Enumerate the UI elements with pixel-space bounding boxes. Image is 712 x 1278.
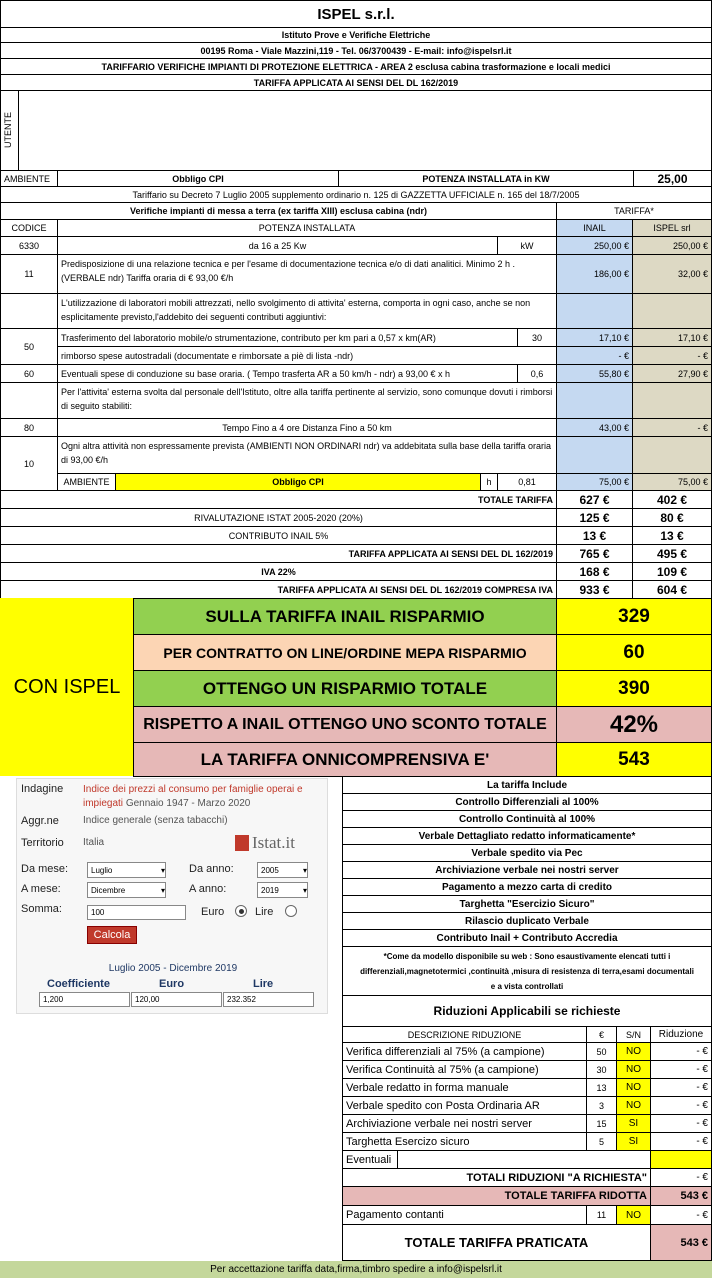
coeff-label: Coefficiente — [47, 978, 110, 990]
chevron-down-icon: ▾ — [302, 885, 307, 895]
somma-label: Somma: — [21, 903, 62, 915]
note1-inail-cell — [556, 293, 633, 329]
totale-praticata-value: 543 € — [650, 1224, 712, 1261]
inail-10: 75,00 € — [556, 473, 633, 491]
code-50: 50 — [0, 328, 58, 365]
total-label-0: TOTALE TARIFFA — [0, 490, 557, 509]
inail-50a: 17,10 € — [556, 328, 633, 347]
reduction-sn-2[interactable]: NO — [616, 1078, 651, 1097]
code-60: 60 — [0, 364, 58, 383]
total-label-2: CONTRIBUTO INAIL 5% — [0, 526, 557, 545]
reduction-desc-1: Verifica Continuità al 75% (a campione) — [342, 1060, 587, 1079]
indagine-label: Indagine — [21, 783, 64, 795]
reduction-rid-5: - € — [650, 1132, 712, 1151]
utente-field[interactable] — [18, 90, 712, 171]
note1-code-cell — [0, 293, 58, 329]
ispel-6330: 250,00 € — [632, 236, 712, 255]
reduction-eur-2: 13 — [586, 1078, 617, 1097]
desc-80: Tempo Fino a 4 ore Distanza Fino a 50 km — [57, 418, 557, 437]
desc-50b: rimborso spese autostradali (documentate e rimborsate a piè di lista -ndr) — [57, 346, 557, 365]
totale-praticata-label: TOTALE TARIFFA PRATICATA — [342, 1224, 651, 1261]
totale-riduzioni-value: - € — [650, 1168, 712, 1187]
saving-label-2: OTTENGO UN RISPARMIO TOTALE — [133, 670, 557, 707]
includes-title: La tariffa Include — [342, 776, 712, 794]
tariff-title: TARIFFARIO VERIFICHE IMPIANTI DI PROTEZIONE ELETTRICA - AREA 2 esclusa cabina trasformazione e locali medici — [0, 58, 712, 75]
lire-result: 232.352 — [223, 992, 314, 1007]
power-value[interactable]: 25,00 — [633, 170, 712, 187]
saving-label-1: PER CONTRATTO ON LINE/ORDINE MEPA RISPARMIO — [133, 634, 557, 671]
euro-radio[interactable] — [235, 905, 247, 917]
include-item-3: Verbale spedito via Pec — [342, 844, 712, 862]
da-anno-value: 2005 — [261, 865, 279, 875]
include-item-7: Rilascio duplicato Verbale — [342, 912, 712, 930]
code-11: 11 — [0, 254, 58, 294]
r10-inail-top — [556, 436, 633, 474]
territorio-value: Italia — [83, 837, 105, 848]
total-inail-3: 765 € — [556, 544, 633, 563]
includes-note: *Come da modello disponibile su web : Sono esaustivamente elencati tutti i differenziali,magnetotermici ,continuità ,misura di resistenza di terra,esami documentali e a vista controllati — [342, 946, 712, 996]
a-anno-select[interactable] — [257, 882, 308, 898]
reduction-desc-4: Archiviazione verbale nei nostri server — [342, 1114, 587, 1133]
col-rid: Riduzione — [650, 1026, 712, 1043]
istat-panel — [16, 778, 328, 1014]
contanti-label: Pagamento contanti — [342, 1205, 587, 1225]
tariff-law: TARIFFA APPLICATA AI SENSI DEL DL 162/2019 — [0, 74, 712, 91]
include-item-0: Controllo Differenziali al 100% — [342, 793, 712, 811]
tariffa-header: TARIFFA* — [556, 202, 712, 220]
a-mese-select[interactable] — [87, 882, 166, 898]
saving-value-1: 60 — [556, 634, 712, 671]
ispel-80: - € — [632, 418, 712, 437]
a-anno-value: 2019 — [261, 885, 279, 895]
euro-label: Euro — [201, 906, 225, 918]
ispel-50a: 17,10 € — [632, 328, 712, 347]
col-ispel: ISPEL srl — [632, 219, 712, 237]
note2-ispel-cell — [632, 382, 712, 419]
r10-ambiente-value[interactable]: Obbligo CPI — [115, 473, 481, 491]
include-item-6: Targhetta "Esercizio Sicuro" — [342, 895, 712, 913]
reduction-rid-0: - € — [650, 1042, 712, 1061]
saving-value-4: 543 — [556, 742, 712, 777]
include-item-4: Archiviazione verbale nei nostri server — [342, 861, 712, 879]
reduction-rid-2: - € — [650, 1078, 712, 1097]
euro-radio-dot — [239, 909, 244, 914]
note1-text: L'utilizzazione di laboratori mobili attrezzati, nello svolgimento di attivita' esterna, comporta in ogni caso, anche se non esplicitamente previsto,l'addebito dei seguenti contributi aggiuntivi: — [57, 293, 557, 329]
euro-result-label: Euro — [159, 978, 185, 990]
inail-80: 43,00 € — [556, 418, 633, 437]
unit-6330: kW — [497, 236, 557, 255]
total-ispel-4: 109 € — [632, 562, 712, 581]
eventuali-value[interactable] — [650, 1150, 712, 1169]
saving-label-3: RISPETTO A INAIL OTTENGO UNO SCONTO TOTALE — [133, 706, 557, 743]
reduction-eur-4: 15 — [586, 1114, 617, 1133]
decree-text: Tariffario su Decreto 7 Luglio 2005 supplemento ordinario n. 125 di GAZZETTA UFFICIALE n. 165 del 18/7/2005 — [0, 186, 712, 203]
lire-radio[interactable] — [285, 905, 297, 917]
reductions-title: Riduzioni Applicabili se richieste — [342, 995, 712, 1027]
total-ispel-3: 495 € — [632, 544, 712, 563]
reduction-rid-4: - € — [650, 1114, 712, 1133]
qty-60[interactable]: 0,6 — [517, 364, 557, 383]
total-inail-4: 168 € — [556, 562, 633, 581]
total-inail-0: 627 € — [556, 490, 633, 509]
verification-title: Verifiche impianti di messa a terra (ex tariffa XIII) esclusa cabina (ndr) — [0, 202, 557, 220]
total-inail-1: 125 € — [556, 508, 633, 527]
note2-inail-cell — [556, 382, 633, 419]
indagine-block — [83, 783, 313, 811]
total-label-1: RIVALUTAZIONE ISTAT 2005-2020 (20%) — [0, 508, 557, 527]
eventuali-label: Eventuali — [342, 1150, 398, 1169]
da-mese-label: Da mese: — [21, 863, 69, 875]
da-anno-select[interactable] — [257, 862, 308, 878]
reduction-sn-5[interactable]: SI — [616, 1132, 651, 1151]
col-inail: INAIL — [556, 219, 633, 237]
contanti-eur: 11 — [586, 1205, 617, 1225]
da-mese-select[interactable] — [87, 862, 166, 878]
somma-input[interactable]: 100 — [87, 905, 186, 920]
a-anno-label: A anno: — [189, 883, 227, 895]
total-ispel-1: 80 € — [632, 508, 712, 527]
indagine-range: Gennaio 1947 - Marzo 2020 — [125, 798, 251, 809]
con-ispel: CON ISPEL — [0, 598, 134, 776]
total-inail-2: 13 € — [556, 526, 633, 545]
reduction-eur-0: 50 — [586, 1042, 617, 1061]
total-ispel-2: 13 € — [632, 526, 712, 545]
include-item-2: Verbale Dettagliato redatto informaticamente* — [342, 827, 712, 845]
a-mese-value: Dicembre — [91, 885, 126, 895]
note1-ispel-cell — [632, 293, 712, 329]
da-anno-label: Da anno: — [189, 863, 234, 875]
desc-50a: Trasferimento del laboratorio mobile/o strumentazione, contributo per km pari a 0,57 x km(AR) — [57, 328, 518, 347]
reduction-eur-3: 3 — [586, 1096, 617, 1115]
reduction-sn-0[interactable]: NO — [616, 1042, 651, 1061]
istat-logo — [235, 833, 295, 853]
istat-logo-text: Istat.it — [252, 833, 295, 852]
a-mese-label: A mese: — [21, 883, 61, 895]
r10-qty[interactable]: 0,81 — [497, 473, 557, 491]
lire-result-label: Lire — [253, 978, 274, 990]
total-ispel-0: 402 € — [632, 490, 712, 509]
total-label-3: TARIFFA APPLICATA AI SENSI DEL DL 162/2019 — [0, 544, 557, 563]
aggr-label: Aggr.ne — [21, 815, 59, 827]
inail-60: 55,80 € — [556, 364, 633, 383]
desc-60: Eventuali spese di conduzione su base oraria. ( Tempo trasferta AR a 50 km/h - ndr) a 93,00 € x h — [57, 364, 518, 383]
ispel-11: 32,00 € — [632, 254, 712, 294]
reduction-eur-1: 30 — [586, 1060, 617, 1079]
r10-unit: h — [480, 473, 498, 491]
totale-ridotta-label: TOTALE TARIFFA RIDOTTA — [342, 1186, 651, 1206]
note2-text: Per l'attivita' esterna svolta dal personale dell'Istituto, oltre alla tariffa pertinente al servizio, sono comunque dovuti i rimborsi di seguito stabiliti: — [57, 382, 557, 419]
ispel-60: 27,90 € — [632, 364, 712, 383]
totale-riduzioni-label: TOTALI RIDUZIONI "A RICHIESTA" — [342, 1168, 651, 1187]
inail-11: 186,00 € — [556, 254, 633, 294]
contanti-rid: - € — [650, 1205, 712, 1225]
reduction-desc-3: Verbale spedito con Posta Ordinaria AR — [342, 1096, 587, 1115]
da-mese-value: Luglio — [91, 865, 113, 875]
r10-ambiente-label: AMBIENTE — [57, 473, 116, 491]
coeff-result: 1,200 — [39, 992, 130, 1007]
chevron-down-icon: ▾ — [302, 865, 307, 875]
code-6330: 6330 — [0, 236, 58, 255]
total-ispel-5: 604 € — [632, 580, 712, 599]
reduction-rid-1: - € — [650, 1060, 712, 1079]
include-item-1: Controllo Continuità al 100% — [342, 810, 712, 828]
col-eur: € — [586, 1026, 617, 1043]
territorio-label: Territorio — [21, 837, 64, 849]
euro-result: 120,00 — [131, 992, 222, 1007]
ambiente-label: AMBIENTE — [0, 170, 58, 187]
total-label-4: IVA 22% — [0, 562, 557, 581]
eventuali-input[interactable] — [397, 1150, 651, 1169]
reduction-desc-2: Verbale redatto in forma manuale — [342, 1078, 587, 1097]
reduction-sn-3[interactable]: NO — [616, 1096, 651, 1115]
col-power: POTENZA INSTALLATA — [57, 219, 557, 237]
utente-label-cell — [0, 90, 19, 171]
ispel-10: 75,00 € — [632, 473, 712, 491]
total-inail-5: 933 € — [556, 580, 633, 599]
chevron-down-icon: ▾ — [160, 885, 165, 895]
ambiente-value: Obbligo CPI — [57, 170, 339, 187]
company-name: ISPEL s.r.l. — [0, 0, 712, 28]
col-sn: S/N — [616, 1026, 651, 1043]
saving-label-4: LA TARIFFA ONNICOMPRENSIVA E' — [133, 742, 557, 777]
footer-note: Per accettazione tariffa data,firma,timbro spedire a info@ispelsrl.it — [0, 1261, 712, 1278]
desc-10: Ogni altra attività non espressamente prevista (AMBIENTI NON ORDINARI ndr) va addebitata sulla base della tariffa oraria di 93,00 €/h — [57, 436, 557, 474]
total-label-5: TARIFFA APPLICATA AI SENSI DEL DL 162/2019 COMPRESA IVA — [0, 580, 557, 599]
inail-6330: 250,00 € — [556, 236, 633, 255]
r10-ispel-top — [632, 436, 712, 474]
lire-label: Lire — [255, 906, 274, 918]
ispel-50b: - € — [632, 346, 712, 365]
company-subtitle: Istituto Prove e Verifiche Elettriche — [0, 27, 712, 43]
code-80: 80 — [0, 418, 58, 437]
aggr-value: Indice generale (senza tabacchi) — [83, 815, 228, 826]
col-desc: DESCRIZIONE RIDUZIONE — [342, 1026, 587, 1043]
company-address: 00195 Roma - Viale Mazzini,119 - Tel. 06/3700439 - E-mail: info@ispelsrl.it — [0, 42, 712, 59]
inail-50b: - € — [556, 346, 633, 365]
totale-ridotta-value: 543 € — [650, 1186, 712, 1206]
desc-6330: da 16 a 25 Kw — [57, 236, 498, 255]
istat-period: Luglio 2005 - Dicembre 2019 — [108, 963, 238, 974]
saving-value-2: 390 — [556, 670, 712, 707]
reduction-eur-5: 5 — [586, 1132, 617, 1151]
reduction-desc-0: Verifica differenziali al 75% (a campione) — [342, 1042, 587, 1061]
reduction-sn-4[interactable]: SI — [616, 1114, 651, 1133]
istat-logo-icon — [235, 835, 249, 851]
saving-value-0: 329 — [556, 598, 712, 635]
note2-code-cell — [0, 382, 58, 419]
include-item-8: Contributo Inail + Contributo Accredia — [342, 929, 712, 947]
include-item-5: Pagamento a mezzo carta di credito — [342, 878, 712, 896]
contanti-sn[interactable]: NO — [616, 1205, 651, 1225]
code-10: 10 — [0, 436, 58, 491]
qty-50a[interactable]: 30 — [517, 328, 557, 347]
power-label: POTENZA INSTALLATA in KW — [338, 170, 634, 187]
reduction-rid-3: - € — [650, 1096, 712, 1115]
reduction-desc-5: Targhetta Esercizo sicuro — [342, 1132, 587, 1151]
chevron-down-icon: ▾ — [160, 865, 165, 875]
indagine-value: Indice dei prezzi al consumo per famiglie operai e impiegati — [83, 784, 303, 809]
col-code: CODICE — [0, 219, 58, 237]
saving-label-0: SULLA TARIFFA INAIL RISPARMIO — [133, 598, 557, 635]
saving-value-3: 42% — [556, 706, 712, 743]
reduction-sn-1[interactable]: NO — [616, 1060, 651, 1079]
desc-11: Predisposizione di una relazione tecnica e per l'esame di documentazione tecnica e/o di dati analitici. Minimo 2 h . (VERBALE ndr) Tariffa oraria di € 93,00 €/h — [57, 254, 557, 294]
utente-label: UTENTE — [3, 112, 13, 148]
calcola-button[interactable]: Calcola — [87, 926, 137, 944]
